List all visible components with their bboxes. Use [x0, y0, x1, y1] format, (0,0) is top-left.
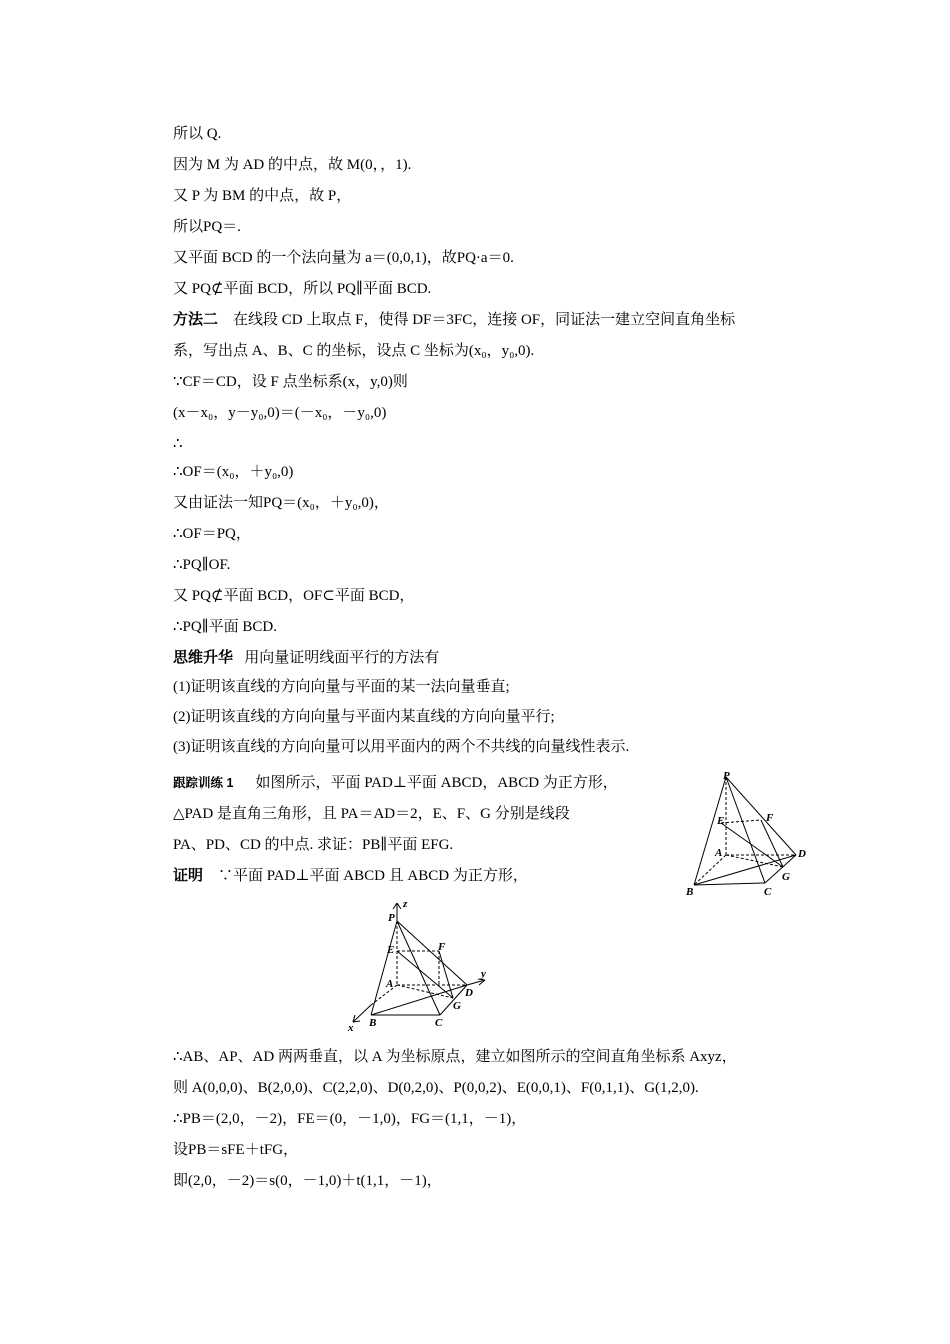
- summary-text: 用向量证明线面平行的方法有: [244, 650, 440, 666]
- exercise-tag: 跟踪训练 1: [173, 776, 234, 790]
- text-line: 又 P 为 BM 的中点，故 P，: [173, 188, 352, 204]
- text-line: ∴OF＝(x₀，＋y₀,0): [173, 464, 294, 480]
- text-line: 所以PQ＝.: [173, 219, 241, 235]
- summary-line: [173, 648, 439, 668]
- label-b: B: [686, 886, 694, 898]
- proof-line: [173, 866, 528, 886]
- exercise-line: [173, 773, 618, 793]
- text-line: ∴PB＝(2,0，－2)，FE＝(0，－1,0)，FG＝(1,1，－1)，: [173, 1111, 527, 1127]
- label-y: y: [481, 968, 486, 980]
- text-line: 则 A(0,0,0)、B(2,0,0)、C(2,2,0)、D(0,2,0)、P(0,0,2)、E(0,0,1)、F(0,1,1)、G(1,2,0).: [173, 1080, 699, 1096]
- method-two-title: 方法二: [173, 311, 219, 328]
- text-line: 即(2,0，－2)＝s(0，－1,0)＋t(1,1，－1)，: [173, 1173, 442, 1189]
- method-two-line: [173, 310, 735, 330]
- text-line: 又由证法一知PQ＝(x₀，＋y₀,0)，: [173, 495, 389, 511]
- label-d: D: [798, 848, 806, 860]
- text-line: 所以 Q.: [173, 126, 222, 142]
- label-x: x: [348, 1022, 354, 1034]
- label-f: F: [438, 941, 446, 953]
- proof-text: ∵平面 PAD⊥平面 ABCD 且 ABCD 为正方形，: [218, 868, 528, 884]
- text-line: (x－x₀，y－y₀,0)＝(－x₀，－y₀,0): [173, 405, 387, 421]
- label-p: P: [723, 770, 730, 782]
- text-line: (3)证明该直线的方向向量可以用平面内的两个不共线的向量线性表示.: [173, 739, 630, 755]
- text-line: ∴PQ∥OF.: [173, 557, 231, 573]
- coordinate-figure: [345, 895, 505, 1035]
- label-g: G: [453, 1000, 461, 1012]
- label-c: C: [764, 886, 772, 898]
- text-line: 又 PQ⊄平面 BCD，OF⊂平面 BCD，: [173, 588, 415, 604]
- label-c: C: [435, 1017, 443, 1029]
- text-line: 又 PQ⊄平面 BCD，所以 PQ∥平面 BCD.: [173, 281, 432, 297]
- label-b: B: [369, 1017, 377, 1029]
- text-line: ∴OF＝PQ，: [173, 526, 251, 542]
- summary-title: 思维升华: [173, 649, 234, 666]
- text-line: ∴: [173, 436, 183, 452]
- text-line: ∴PQ∥平面 BCD.: [173, 619, 277, 635]
- text-line: 系，写出点 A、B、C 的坐标，设点 C 坐标为(x₀，y₀,0).: [173, 343, 535, 359]
- text-line: 设PB＝sFE＋tFG，: [173, 1142, 299, 1158]
- text-line: ∴AB、AP、AD 两两垂直，以 A 为坐标原点，建立如图所示的空间直角坐标系 Axyz，: [173, 1049, 737, 1065]
- pyramid-figure: [680, 765, 820, 900]
- exercise-text: 如图所示，平面 PAD⊥平面 ABCD，ABCD 为正方形，: [255, 775, 618, 791]
- label-p: P: [388, 912, 395, 924]
- method-two-text: 在线段 CD 上取点 F，使得 DF＝3FC，连接 OF，同证法一建立空间直角坐标: [233, 312, 736, 328]
- label-a: A: [715, 847, 723, 859]
- proof-title: 证明: [173, 867, 204, 884]
- text-line: 又平面 BCD 的一个法向量为 a＝(0,0,1)，故PQ·a＝0.: [173, 250, 514, 266]
- label-g: G: [782, 871, 790, 883]
- label-f: F: [766, 812, 774, 824]
- text-line: 因为 M 为 AD 的中点，故 M(0，，1).: [173, 157, 412, 173]
- label-z: z: [403, 898, 408, 910]
- label-d: D: [465, 987, 473, 999]
- text-line: △PAD 是直角三角形，且 PA＝AD＝2，E、F、G 分别是线段: [173, 806, 570, 822]
- label-e: E: [387, 944, 395, 956]
- text-line: (2)证明该直线的方向向量与平面内某直线的方向向量平行;: [173, 709, 555, 725]
- text-line: PA、PD、CD 的中点. 求证：PB∥平面 EFG.: [173, 837, 454, 853]
- text-line: ∵CF＝CD，设 F 点坐标系(x，y,0)则: [173, 374, 408, 390]
- text-line: (1)证明该直线的方向向量与平面的某一法向量垂直;: [173, 679, 510, 695]
- label-a: A: [386, 978, 394, 990]
- label-e: E: [717, 815, 725, 827]
